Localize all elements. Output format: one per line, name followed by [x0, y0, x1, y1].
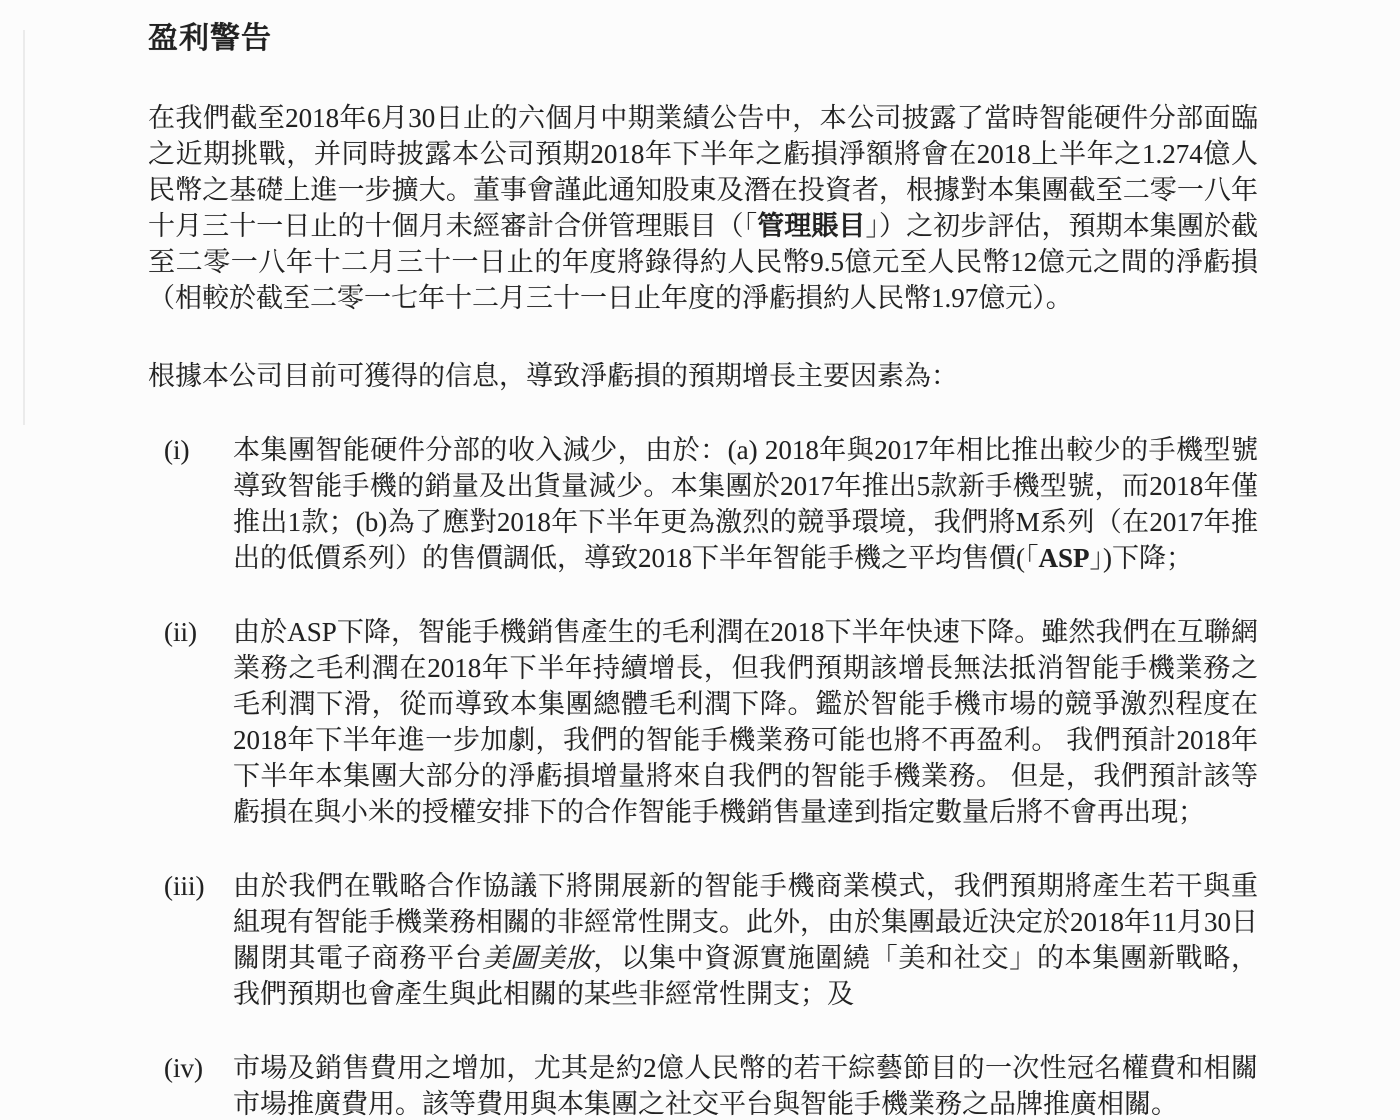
bold-text: ASP [1038, 543, 1090, 573]
italic-text: 美圖美妝 [482, 943, 594, 973]
list-marker: (iii) [164, 871, 205, 901]
text-segment: 由於我們在戰略合作協議下將開展新的智能手機商業模式，我們預期將產生若干與重組現有智能手機業務相關的非經常性開支。此外，由於集團最近決定於2018年11月30日關閉其電子商務平台 [233, 871, 1258, 973]
document-body [148, 100, 1258, 1120]
list-item-text [233, 432, 1258, 576]
paragraph [148, 100, 1258, 316]
document-title: 盈利警告 [148, 22, 272, 55]
list-item [148, 868, 1258, 1012]
text-segment: 由於ASP下降，智能手機銷售產生的毛利潤在2018下半年快速下降。雖然我們在互聯網業務之毛利潤在2018年下半年持續增長，但我們預期該增長無法抵消智能手機業務之毛利潤下滑，從而導致本集團總體毛利潤下降。鑑於智能手機市場的競爭激烈程度在2018年下半年進一步加劇，我們的智能手機業務可能也將不再盈利。 我們預計2018年下半年本集團大部分的淨虧損增量將來自我們的智能手機業務。 但是，我們預計該等虧損在與小米的授權安排下的合作智能手機銷售量達到指定數量后將不會再出現； [233, 617, 1258, 827]
text-segment: 」）之初步評估，預期本集團於截至二零一八年十二月三十一日止的年度將錄得約人民幣9.5億元至人民幣12億元之間的淨虧損（相較於截至二零一七年十二月三十一日止年度的淨虧損約人民幣1.97億元）。 [148, 211, 1259, 313]
list-marker: (ii) [164, 617, 197, 647]
list-marker: (iv) [164, 1053, 203, 1083]
list-item [148, 1050, 1258, 1120]
text-segment: 在我們截至2018年6月30日止的六個月中期業績公告中，本公司披露了當時智能硬件分部面臨之近期挑戰，并同時披露本公司預期2018年下半年之虧損淨額將會在2018上半年之1.274億人民幣之基礎上進一步擴大。董事會謹此通知股東及潛在投資者，根據對本集團截至二零一八年十月三十一日止的十個月未經審計合併管理賬目（「 [148, 103, 1258, 241]
paragraph [148, 358, 1258, 394]
list-item [148, 614, 1258, 830]
text-segment: 」)下降； [1089, 543, 1194, 573]
list-item-text [233, 868, 1258, 1012]
text-segment: 市場及銷售費用之增加，尤其是約2億人民幣的若干綜藝節目的一次性冠名權費和相關市場推廣費用。該等費用與本集團之社交平台與智能手機業務之品牌推廣相關。 [233, 1053, 1258, 1119]
bold-text: 管理賬目 [757, 211, 866, 241]
list-item [148, 432, 1258, 576]
text-segment: 根據本公司目前可獲得的信息，導致淨虧損的預期增長主要因素為： [148, 361, 958, 391]
list-marker: (i) [164, 435, 190, 465]
list-item-text [233, 614, 1258, 830]
list-item-text [233, 1050, 1258, 1120]
text-segment: 本集團智能硬件分部的收入減少，由於：(a) 2018年與2017年相比推出較少的手機型號導致智能手機的銷量及出貨量減少。本集團於2017年推出5款新手機型號，而2018年僅推出1款；(b)為了應對2018年下半年更為激烈的競爭環境，我們將M系列（在2017年推出的低價系列）的售價調低，導致2018下半年智能手機之平均售價(「 [233, 435, 1258, 573]
text-segment: ，以集中資源實施圍繞「美和社交」的本集團新戰略，我們預期也會產生與此相關的某些非經常性開支；及 [233, 943, 1259, 1009]
